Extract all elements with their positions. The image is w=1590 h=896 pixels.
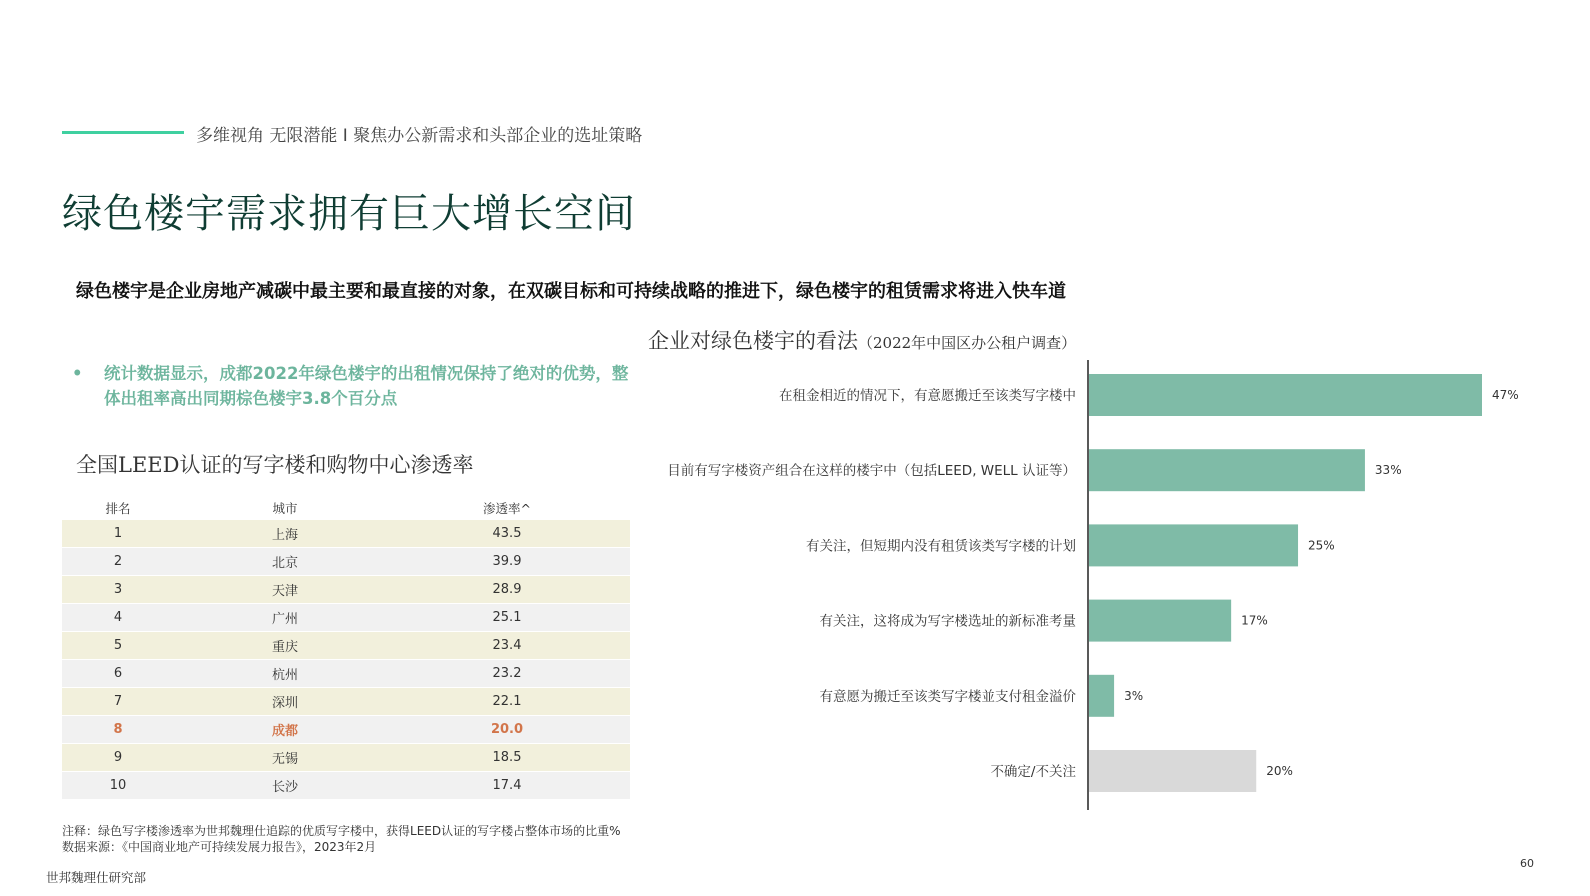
table-row [62, 632, 630, 660]
rank-cell: 9 [113, 750, 123, 765]
table-row [62, 520, 630, 548]
rate-cell: 20.0 [490, 722, 524, 737]
rank-cell: 10 [109, 778, 127, 793]
rank-cell: 8 [113, 722, 123, 737]
city-cell: 广州 [271, 612, 298, 627]
rank-cell: 3 [113, 582, 123, 597]
rank-cell: 5 [113, 638, 123, 653]
rank-cell: 4 [113, 610, 123, 625]
note-text: 注释：绿色写字楼渗透率为世邦魏理仕追踪的优质写字楼中，获得LEED认证的写字楼占整体市场的比重% [62, 824, 621, 838]
city-cell: 深圳 [271, 696, 298, 711]
table-title: 全国LEED认证的写字楼和购物中心渗透率 [76, 453, 474, 477]
chart-bar [1089, 675, 1114, 717]
section-tag: 多维视角 无限潜能 I 聚焦办公新需求和头部企业的选址策略 [196, 126, 643, 146]
green-building-opinion-chart [640, 360, 1540, 825]
chart-value-label: 47% [1492, 388, 1519, 402]
table-row [62, 688, 630, 716]
city-cell: 北京 [271, 556, 298, 571]
chart-title-main: 企业对绿色楼宇的看法 [648, 329, 858, 353]
city-cell: 重庆 [271, 640, 298, 655]
rate-cell: 25.1 [492, 610, 522, 625]
rate-cell: 43.5 [492, 526, 522, 541]
header-accent-line [62, 131, 184, 134]
chart-category-label: 有关注，这将成为写字楼选址的新标准考量 [819, 613, 1076, 630]
rank-cell: 1 [113, 526, 123, 541]
city-cell: 上海 [271, 528, 298, 543]
table-row [62, 548, 630, 576]
rate-cell: 28.9 [492, 582, 522, 597]
chart-bar [1089, 374, 1482, 416]
chart-category-label: 目前有写字楼资产组合在这样的楼宇中（包括LEED, WELL 认证等） [667, 463, 1076, 480]
table-row [62, 772, 630, 800]
rate-cell: 18.5 [492, 750, 522, 765]
leed-penetration-table [62, 496, 630, 800]
city-cell: 长沙 [271, 780, 298, 795]
chart-category-label: 不确定/不关注 [990, 764, 1076, 780]
table-row [62, 716, 630, 744]
chart-value-label: 20% [1266, 764, 1293, 778]
rate-cell: 17.4 [492, 778, 522, 793]
rank-cell: 6 [113, 666, 123, 681]
city-cell: 成都 [271, 724, 298, 739]
chart-value-label: 3% [1124, 688, 1144, 703]
chart-value-label: 17% [1241, 613, 1268, 628]
page-title: 绿色楼宇需求拥有巨大增长空间 [62, 191, 636, 237]
rank-cell: 2 [113, 554, 123, 569]
city-cell: 天津 [271, 584, 298, 599]
chart-value-label: 25% [1308, 538, 1335, 553]
chart-title [648, 325, 1076, 355]
bullet-text: 统计数据显示，成都2022年绿色楼宇的出租情况保持了绝对的优势，整体出租率高出同期棕色楼宇3.8个百分点 [104, 364, 629, 408]
chart-bar [1089, 449, 1365, 491]
chart-category-label: 在租金相近的情况下，有意愿搬迁至该类写字楼中 [779, 388, 1076, 404]
bullet-marker: • [72, 364, 83, 383]
rate-cell: 39.9 [492, 554, 522, 569]
footnote [62, 823, 621, 855]
header-rank: 排名 [105, 500, 131, 516]
table-header-row [62, 496, 630, 520]
chart-category-label: 有意愿为搬迁至该类写字楼並支付租金溢价 [819, 688, 1076, 705]
rate-cell: 23.4 [492, 638, 522, 653]
org-footer: 世邦魏理仕研究部 [46, 870, 147, 885]
rank-cell: 7 [113, 694, 123, 709]
header-city: 城市 [272, 500, 298, 516]
chart-bar [1089, 600, 1231, 642]
chart-bar [1089, 524, 1298, 566]
page-number: 60 [1520, 857, 1534, 870]
table-row [62, 576, 630, 604]
chart-category-label: 有关注，但短期内没有租赁该类写字楼的计划 [806, 538, 1076, 555]
table-row [62, 660, 630, 688]
source-text: 数据来源：《中国商业地产可持续发展力报告》，2023年2月 [62, 840, 377, 854]
table-row [62, 604, 630, 632]
table-row [62, 744, 630, 772]
chart-subtitle: （2022年中国区办公租户调查） [858, 334, 1077, 352]
page-subtitle: 绿色楼宇是企业房地产减碳中最主要和最直接的对象，在双碳目标和可持续战略的推进下，绿色楼宇的租赁需求将进入快车道 [76, 281, 1066, 302]
key-finding-bullet [72, 361, 632, 411]
city-cell: 无锡 [271, 752, 298, 767]
chart-bar [1089, 750, 1256, 792]
rate-cell: 23.2 [492, 666, 522, 681]
city-cell: 杭州 [271, 668, 298, 683]
rate-cell: 22.1 [492, 694, 522, 709]
chart-value-label: 33% [1374, 463, 1402, 478]
header-rate: 渗透率^ [483, 500, 531, 516]
